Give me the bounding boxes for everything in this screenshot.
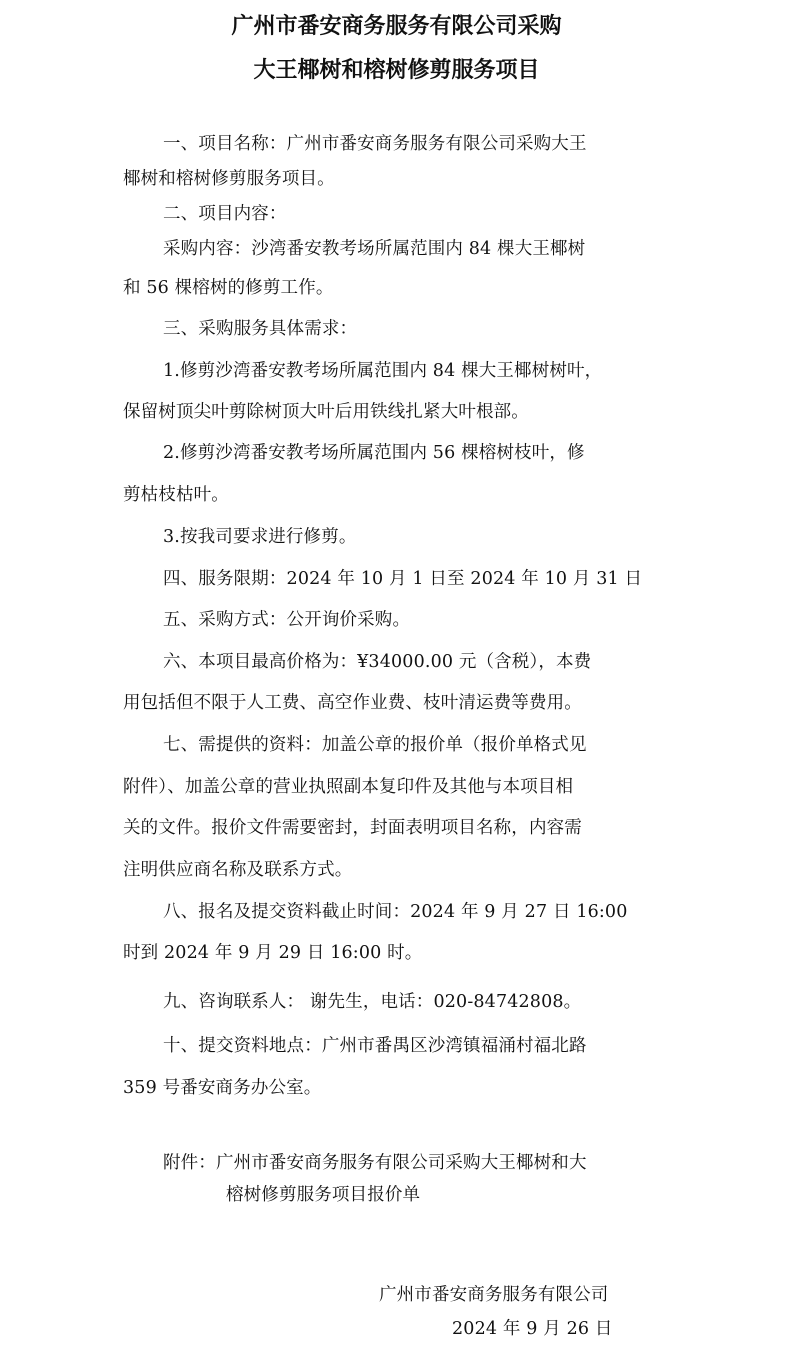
section-6-line-2: 用包括但不限于人工费、高空作业费、枝叶清运费等费用。 [123, 693, 582, 713]
section-2-line-2: 和 56 棵榕树的修剪工作。 [123, 278, 334, 298]
attachment-line-2: 榕树修剪服务项目报价单 [226, 1185, 421, 1205]
section-7-line-2: 附件）、加盖公章的营业执照副本复印件及其他与本项目相 [123, 777, 574, 797]
section-7-line-3: 关的文件。报价文件需要密封，封面表明项目名称，内容需 [123, 818, 582, 838]
section-10-line-1: 十、提交资料地点：广州市番禺区沙湾镇福涌村福北路 [163, 1036, 587, 1056]
section-10-line-2: 359 号番安商务办公室。 [123, 1078, 322, 1098]
signature-date: 2024 年 9 月 26 日 [452, 1319, 613, 1339]
signature-company: 广州市番安商务服务有限公司 [379, 1285, 609, 1305]
section-3-item-3: 3.按我司要求进行修剪。 [163, 527, 357, 547]
section-2-heading: 二、项目内容： [163, 204, 287, 224]
section-7-line-4: 注明供应商名称及联系方式。 [123, 860, 353, 880]
section-1-line-2: 椰树和榕树修剪服务项目。 [123, 169, 335, 189]
section-9: 九、咨询联系人： 谢先生，电话：020-84742808。 [163, 992, 582, 1012]
section-3-item-2-line-1: 2.修剪沙湾番安教考场所属范围内 56 棵榕树枝叶，修 [163, 443, 585, 463]
title-line-2: 大王椰树和榕树修剪服务项目 [253, 58, 540, 83]
section-2-line-1: 采购内容：沙湾番安教考场所属范围内 84 棵大王椰树 [163, 239, 586, 259]
section-8-line-2: 时到 2024 年 9 月 29 日 16:00 时。 [123, 943, 423, 963]
section-1-line-1: 一、项目名称：广州市番安商务服务有限公司采购大王 [163, 134, 587, 154]
section-3-item-1-line-2: 保留树顶尖叶剪除树顶大叶后用铁线扎紧大叶根部。 [123, 402, 529, 422]
section-3-heading: 三、采购服务具体需求： [163, 319, 358, 339]
section-5: 五、采购方式：公开询价采购。 [163, 610, 411, 630]
section-3-item-2-line-2: 剪枯枝枯叶。 [123, 485, 229, 505]
section-8-line-1: 八、报名及提交资料截止时间：2024 年 9 月 27 日 16:00 [163, 902, 628, 922]
section-6-line-1: 六、本项目最高价格为：¥34000.00 元（含税），本费 [163, 652, 592, 672]
section-7-line-1: 七、需提供的资料：加盖公章的报价单（报价单格式见 [163, 735, 587, 755]
section-4: 四、服务限期：2024 年 10 月 1 日至 2024 年 10 月 31 日 [163, 569, 643, 589]
attachment-line-1: 附件：广州市番安商务服务有限公司采购大王椰树和大 [163, 1153, 587, 1173]
section-3-item-1-line-1: 1.修剪沙湾番安教考场所属范围内 84 棵大王椰树树叶， [163, 361, 603, 381]
title-line-1: 广州市番安商务服务有限公司采购 [231, 14, 562, 39]
